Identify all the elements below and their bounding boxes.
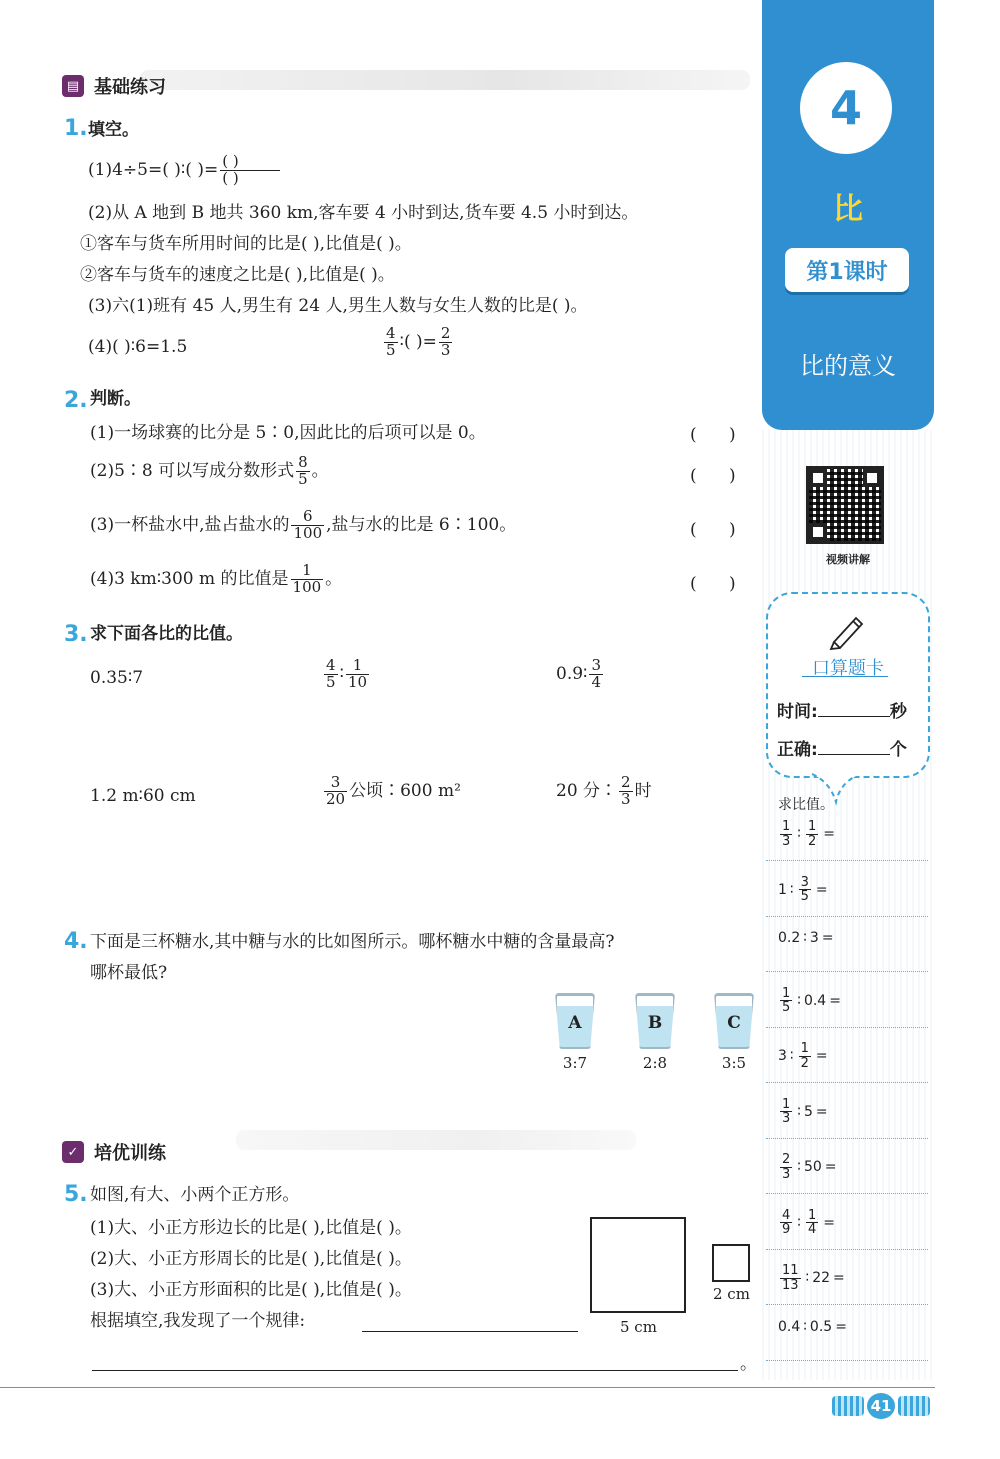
oral-item: $\frac{1}{5}$ ∶ 0.4 = — [782, 985, 841, 1016]
answer-paren[interactable]: ( ) — [690, 520, 736, 540]
dotted-divider — [766, 1193, 928, 1194]
fraction: $\frac{1}{3}$ — [782, 1096, 791, 1127]
section-advanced-training — [62, 1139, 166, 1165]
fraction: $\frac{1}{100}$ — [292, 561, 322, 596]
shield-check-icon: ✓ — [62, 1141, 84, 1163]
fraction: $\frac{1}{2}$ — [800, 1041, 809, 1071]
answer-line[interactable] — [92, 1370, 738, 1371]
question-title: 判断。 — [90, 389, 141, 409]
dotted-divider — [766, 971, 928, 972]
dotted-divider — [766, 1082, 928, 1083]
q3-b: $\frac{4}{5}$ ∶ $\frac{1}{10}$ — [326, 656, 368, 691]
fraction: $\frac{3}{20}$ — [326, 773, 346, 808]
fraction: $\frac{1}{5}$ — [782, 985, 791, 1016]
glass-label: B — [647, 1013, 663, 1033]
card-time-row: 时间: 秒 — [777, 702, 907, 722]
fraction: $\frac{3}{5}$ — [800, 874, 809, 905]
fraction: $\frac{2}{3}$ — [440, 324, 451, 359]
qr-corner — [809, 469, 827, 487]
chapter-number: 4 — [800, 62, 892, 154]
q3-c: 0.9∶ $\frac{3}{4}$ — [556, 656, 602, 691]
fraction: $\frac{4}{5}$ — [326, 656, 336, 691]
q3-f: 20 分∶ $\frac{2}{3}$ 时 — [556, 773, 652, 808]
question-number: 5. — [64, 1182, 88, 1207]
fraction: $\frac{8}{5}$ — [298, 453, 308, 488]
q2-item2: (2)5∶8 可以写成分数形式 $\frac{8}{5}$ 。 — [90, 453, 329, 488]
glass-label: C — [727, 1013, 741, 1033]
dotted-divider — [766, 1360, 928, 1361]
card-title-underline — [802, 676, 888, 677]
q2-item4: (4)3 km∶300 m 的比值是 $\frac{1}{100}$ 。 — [90, 561, 343, 596]
question-title: 求下面各比的比值。 — [90, 624, 243, 644]
q5-line2: (2)大、小正方形周长的比是( ),比值是( )。 — [90, 1249, 412, 1269]
lesson-name: 比的意义 — [800, 352, 896, 380]
glass-c — [714, 993, 754, 1051]
section-header-bar — [140, 70, 750, 90]
answer-paren[interactable]: ( ) — [690, 466, 736, 486]
fraction: $\frac{4}{5}$ — [386, 324, 396, 359]
section-header-bar — [236, 1130, 636, 1150]
fraction: $\frac{1}{10}$ — [347, 656, 368, 691]
q1-part1: (1)4÷5=( )∶( )= $\frac{( )}{( )}$ — [88, 154, 282, 187]
q3-d: 1.2 m∶60 cm — [90, 786, 196, 806]
glass-a — [555, 993, 595, 1051]
oral-item: $\frac{2}{3}$ ∶ 50 = — [782, 1152, 837, 1182]
glass-ratio: 3:7 — [562, 1054, 588, 1072]
q4-line2: 哪杯最低? — [90, 963, 168, 983]
dotted-divider — [766, 1249, 928, 1250]
fraction: $\frac{1}{3}$ — [782, 819, 791, 849]
qr-corner — [863, 469, 881, 487]
question-number: 3. — [64, 622, 88, 647]
q5-line1: (1)大、小正方形边长的比是( ),比值是( )。 — [90, 1218, 412, 1238]
oral-item: $\frac{11}{13}$ ∶ 22 = — [782, 1263, 845, 1293]
oral-item: $\frac{1}{3}$ ∶ $\frac{1}{2}$ = — [782, 819, 835, 849]
fraction: $\frac{1}{2}$ — [807, 819, 817, 849]
q1-part4a: (4)( )∶6=1.5 — [88, 337, 188, 357]
fraction: $\frac{11}{13}$ — [782, 1263, 799, 1293]
q5-line3: (3)大、小正方形面积的比是( ),比值是( )。 — [90, 1280, 412, 1300]
fraction: $\frac{4}{9}$ — [782, 1207, 791, 1238]
q5-title: 如图,有大、小两个正方形。 — [90, 1185, 300, 1205]
oral-item: 0.4 ∶ 0.5 = — [778, 1318, 847, 1335]
q2-item3: (3)一杯盐水中,盐占盐水的 $\frac{6}{100}$ ,盐与水的比是 6∶100。 — [90, 507, 517, 542]
fraction: $\frac{3}{4}$ — [591, 656, 602, 691]
fraction: $\frac{6}{100}$ — [293, 507, 323, 542]
chapter-title: 比 — [833, 192, 863, 227]
fraction: $\frac{2}{3}$ — [621, 773, 631, 808]
section-title: 基础练习 — [94, 77, 166, 98]
glass-label: A — [568, 1013, 582, 1033]
page-number: 41 — [867, 1393, 895, 1419]
oral-title: 求比值。 — [778, 797, 834, 813]
big-square — [590, 1217, 686, 1313]
fraction: $\frac{( )}{( )}$ — [220, 154, 280, 187]
oral-item: 0.2 ∶ 3 = — [778, 930, 834, 946]
glass-ratio: 3:5 — [721, 1054, 747, 1072]
q3-a: 0.35∶7 — [90, 668, 144, 688]
oral-item: $\frac{4}{9}$ ∶ $\frac{1}{4}$ = — [782, 1207, 835, 1238]
q1-part3: (3)六(1)班有 45 人,男生有 24 人,男生人数与女生人数的比是( )。 — [88, 296, 588, 316]
answer-paren[interactable]: ( ) — [690, 574, 736, 594]
card-correct-row: 正确: 个 — [777, 740, 907, 760]
glass-ratio: 2:8 — [642, 1054, 668, 1072]
section-basic-practice — [62, 73, 166, 99]
q1-part2a: ①客车与货车所用时间的比是( ),比值是( )。 — [80, 234, 412, 254]
q1-part2: (2)从 A 地到 B 地共 360 km,客车要 4 小时到达,货车要 4.5 小时到达。 — [88, 203, 639, 223]
dotted-divider — [766, 916, 928, 917]
sidebar-strip — [762, 430, 934, 1380]
oral-item: $\frac{1}{3}$ ∶ 5 = — [782, 1096, 828, 1127]
small-square-label: 2 cm — [713, 1285, 750, 1303]
q5-end: 。 — [740, 1354, 757, 1374]
answer-paren[interactable]: ( ) — [690, 425, 736, 445]
document-icon: ▤ — [62, 75, 84, 97]
q4-line1: 下面是三杯糖水,其中糖与水的比如图所示。哪杯糖水中糖的含量最高? — [90, 932, 615, 952]
question-title: 填空。 — [88, 120, 139, 140]
glass-b — [635, 993, 675, 1051]
question-number: 2. — [64, 388, 88, 413]
lesson-badge: 第1课时 — [785, 248, 909, 292]
q1-part2b: ②客车与货车的速度之比是( ),比值是( )。 — [80, 265, 395, 285]
oral-item: 3 ∶ $\frac{1}{2}$ = — [778, 1041, 828, 1071]
qr-caption: 视频讲解 — [826, 553, 870, 566]
fraction: $\frac{1}{4}$ — [807, 1207, 817, 1238]
oral-item: 1 ∶ $\frac{3}{5}$ = — [778, 874, 828, 905]
dotted-divider — [766, 1027, 928, 1028]
q5-line4: 根据填空,我发现了一个规律: — [90, 1311, 306, 1331]
question-number: 1. — [64, 116, 88, 141]
fraction: $\frac{2}{3}$ — [782, 1152, 791, 1182]
page-deco — [898, 1396, 930, 1416]
dotted-divider — [766, 860, 928, 861]
pencil-icon — [826, 608, 866, 650]
answer-line[interactable] — [362, 1331, 578, 1332]
section-title: 培优训练 — [94, 1143, 166, 1164]
small-square — [712, 1244, 750, 1282]
page-deco — [832, 1396, 864, 1416]
dotted-divider — [766, 1138, 928, 1139]
q2-item1: (1)一场球赛的比分是 5∶0,因此比的后项可以是 0。 — [90, 423, 486, 443]
qr-corner — [809, 523, 827, 541]
card-title: 口算题卡 — [812, 658, 884, 679]
q3-e: $\frac{3}{20}$ 公顷∶600 m² — [326, 773, 461, 808]
q1-part4b: $\frac{4}{5}$ ∶( )= $\frac{2}{3}$ — [386, 324, 451, 359]
dotted-divider — [766, 1304, 928, 1305]
question-number: 4. — [64, 929, 88, 954]
big-square-label: 5 cm — [620, 1318, 657, 1336]
footer-line — [0, 1387, 935, 1388]
